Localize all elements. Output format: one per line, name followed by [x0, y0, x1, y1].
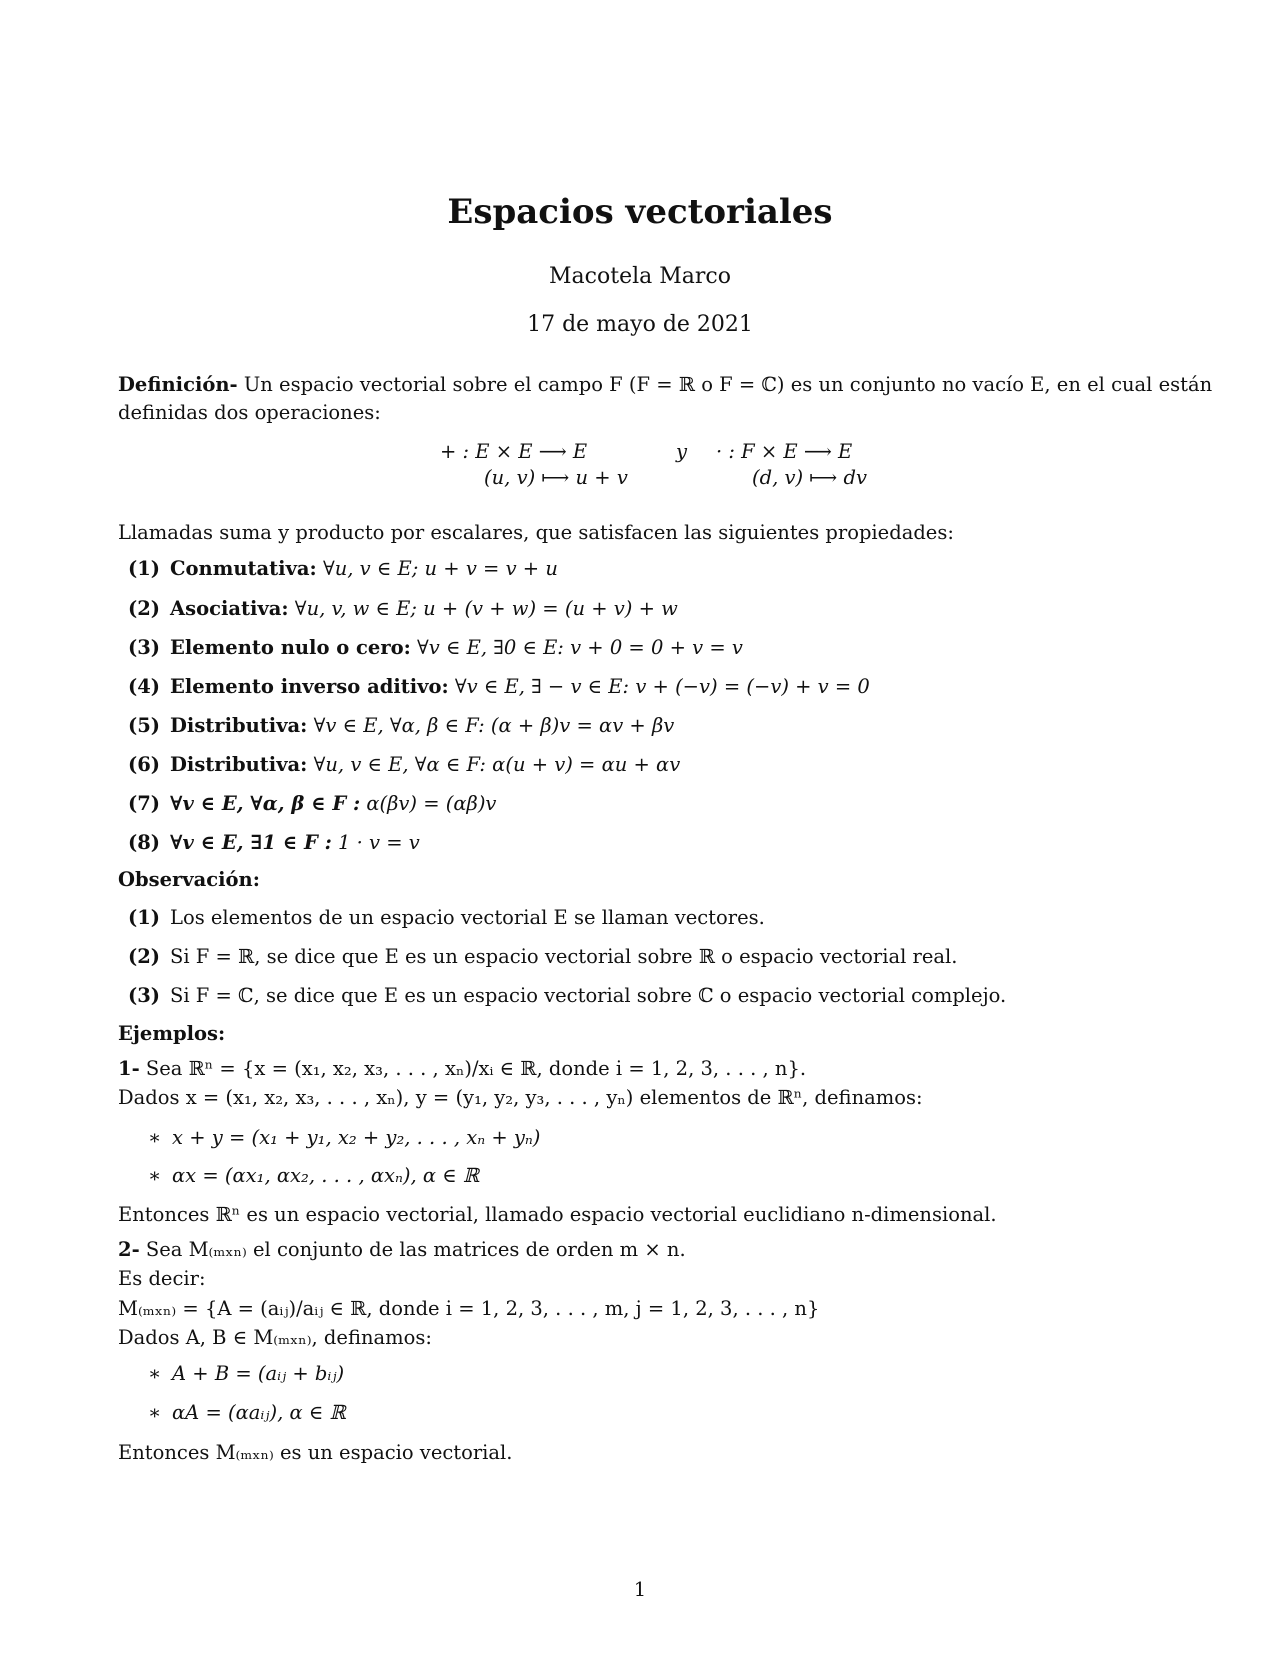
- property-number: (3): [128, 636, 161, 659]
- property-number: (7): [128, 792, 161, 815]
- property-label: Conmutativa:: [170, 557, 317, 580]
- property-label: ∀v ∈ E, ∃1 ∈ F :: [170, 831, 332, 854]
- example-2-line-1: [118, 1235, 686, 1265]
- author-name: Macotela Marco: [549, 264, 731, 289]
- page-title: Espacios vectoriales: [447, 192, 833, 232]
- observation-text: Si F = ℝ, se dice que E es un espacio vectorial sobre ℝ o espacio vectorial real.: [170, 945, 958, 968]
- properties-intro: Llamadas suma y producto por escalares, que satisfacen las siguientes propiedades:: [118, 521, 954, 544]
- definition-label: Definición-: [118, 373, 238, 396]
- example-1-bullet: [148, 1164, 479, 1187]
- property-label: Elemento inverso aditivo:: [170, 675, 449, 698]
- example-2-line-4: Dados A, B ∈ M₍ₘₓₙ₎, definamos:: [118, 1326, 432, 1349]
- property-text: ∀v ∈ E, ∀α, β ∈ F: (α + β)v = αv + βv: [307, 714, 675, 737]
- property-label: Distributiva:: [170, 753, 308, 776]
- bullet-symbol: ∗: [148, 1126, 162, 1149]
- example-2-line-2: Es decir:: [118, 1267, 206, 1290]
- property-item: [128, 753, 680, 776]
- observation-text: Los elementos de un espacio vectorial E se llaman vectores.: [170, 906, 765, 929]
- example-1-text: Sea ℝⁿ = {x = (x₁, x₂, x₃, . . . , xₙ)/xᵢ ∈ ℝ, donde i = 1, 2, 3, . . . , n}.: [139, 1057, 807, 1080]
- product-operation-rule: (d, v) ⟼ dv: [752, 466, 867, 489]
- property-number: (5): [128, 714, 161, 737]
- bullet-text: αA = (αaᵢⱼ), α ∈ ℝ: [172, 1401, 346, 1424]
- example-2-line-3: M₍ₘₓₙ₎ = {A = (aᵢⱼ)/aᵢⱼ ∈ ℝ, donde i = 1, 2, 3, . . . , m, j = 1, 2, 3, . . . , n}: [118, 1297, 820, 1320]
- property-text: α(βv) = (αβ)v: [360, 792, 497, 815]
- definition-line-2: definidas dos operaciones:: [118, 401, 381, 424]
- observation-number: (3): [128, 984, 161, 1007]
- definition-line-1: [118, 370, 1212, 400]
- bullet-symbol: ∗: [148, 1401, 162, 1424]
- property-item: [128, 675, 870, 698]
- product-operation-map: · : F × E ⟶ E: [716, 440, 853, 463]
- property-number: (1): [128, 557, 161, 580]
- observation-number: (2): [128, 945, 161, 968]
- sum-operation-rule: (u, v) ⟼ u + v: [484, 466, 628, 489]
- property-text: ∀u, v ∈ E; u + v = v + u: [316, 557, 558, 580]
- page-number: 1: [633, 1578, 647, 1601]
- observation-number: (1): [128, 906, 161, 929]
- definition-text-1: Un espacio vectorial sobre el campo F (F = ℝ o F = ℂ) es un conjunto no vacío E, en el cual están: [243, 373, 1213, 396]
- example-2-conclusion: Entonces M₍ₘₓₙ₎ es un espacio vectorial.: [118, 1441, 513, 1464]
- example-1-line-2: Dados x = (x₁, x₂, x₃, . . . , xₙ), y = (y₁, y₂, y₃, . . . , yₙ) elementos de ℝⁿ, definamos:: [118, 1086, 923, 1109]
- bullet-text: αx = (αx₁, αx₂, . . . , αxₙ), α ∈ ℝ: [172, 1164, 480, 1187]
- bullet-symbol: ∗: [148, 1164, 162, 1187]
- observation-item: [128, 906, 765, 929]
- bullet-text: A + B = (aᵢⱼ + bᵢⱼ): [172, 1362, 345, 1385]
- example-2-bullet: [148, 1362, 344, 1385]
- property-text: ∀v ∈ E, ∃ − v ∈ E: v + (−v) = (−v) + v = 0: [448, 675, 870, 698]
- property-text: ∀u, v, w ∈ E; u + (v + w) = (u + v) + w: [288, 597, 678, 620]
- sum-operation-map: + : E × E ⟶ E: [440, 440, 588, 463]
- example-2-text: Sea M₍ₘₓₙ₎ el conjunto de las matrices de orden m × n.: [139, 1238, 686, 1261]
- property-number: (8): [128, 831, 161, 854]
- example-2-bullet: [148, 1401, 346, 1424]
- operations-connector: y: [676, 440, 688, 463]
- property-number: (2): [128, 597, 161, 620]
- property-label: Elemento nulo o cero:: [170, 636, 411, 659]
- example-1-label: 1-: [118, 1057, 140, 1080]
- property-item: [128, 557, 558, 580]
- observation-heading: Observación:: [118, 868, 260, 891]
- example-1-line-1: [118, 1054, 806, 1084]
- observation-text: Si F = ℂ, se dice que E es un espacio vectorial sobre ℂ o espacio vectorial complejo.: [170, 984, 1007, 1007]
- property-text: ∀u, v ∈ E, ∀α ∈ F: α(u + v) = αu + αv: [307, 753, 681, 776]
- property-item: [128, 636, 743, 659]
- example-1-conclusion: Entonces ℝⁿ es un espacio vectorial, llamado espacio vectorial euclidiano n-dimensional.: [118, 1203, 997, 1226]
- document-date: 17 de mayo de 2021: [527, 312, 753, 337]
- observation-item: [128, 945, 957, 968]
- example-1-bullet: [148, 1126, 540, 1149]
- observation-item: [128, 984, 1006, 1007]
- property-label: Asociativa:: [170, 597, 289, 620]
- property-item: [128, 597, 678, 620]
- example-2-label: 2-: [118, 1238, 140, 1261]
- property-label: ∀v ∈ E, ∀α, β ∈ F :: [170, 792, 361, 815]
- property-number: (6): [128, 753, 161, 776]
- property-text: ∀v ∈ E, ∃0 ∈ E: v + 0 = 0 + v = v: [410, 636, 743, 659]
- property-item: [128, 714, 674, 737]
- property-item: [128, 831, 420, 854]
- bullet-text: x + y = (x₁ + y₁, x₂ + y₂, . . . , xₙ + yₙ): [172, 1126, 541, 1149]
- bullet-symbol: ∗: [148, 1362, 162, 1385]
- property-label: Distributiva:: [170, 714, 308, 737]
- property-text: 1 · v = v: [331, 831, 420, 854]
- examples-heading: Ejemplos:: [118, 1022, 226, 1045]
- property-item: [128, 792, 496, 815]
- property-number: (4): [128, 675, 161, 698]
